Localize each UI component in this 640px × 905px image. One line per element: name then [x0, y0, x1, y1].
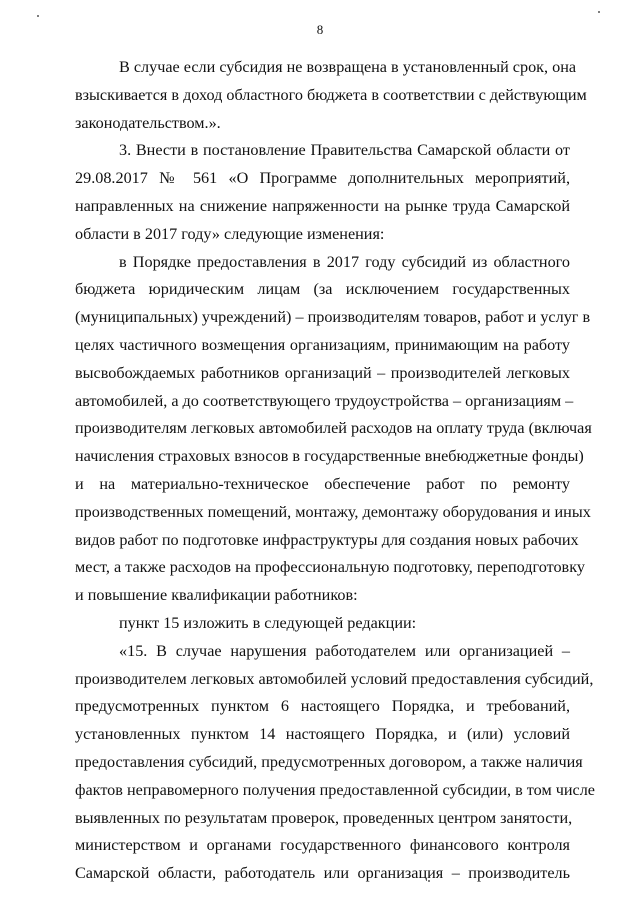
text-line: фактов неправомерного получения предоставленной субсидии, в том числе [75, 780, 595, 799]
text-line: законодательством.». [75, 113, 221, 132]
text-line: и на материально-техническое обеспечение работ по ремонту [75, 474, 570, 493]
text-line: автомобилей, а до соответствующего трудоустройства – организациям – [75, 391, 574, 410]
text-line: 29.08.2017 № 561 «О Программе дополнительных мероприятий, [75, 169, 570, 188]
text-line: целях частичного возмещения организациям, принимающим на работу [75, 335, 570, 354]
text-line: производителем легковых автомобилей условий предоставления субсидий, [75, 669, 594, 688]
text-line: «15. В случае нарушения работодателем или организацией – [119, 641, 570, 660]
text-line: и повышение квалификации работников: [75, 586, 358, 605]
text-line: В случае если субсидия не возвращена в установленный срок, она [119, 58, 577, 76]
text-line: министерством и органами государственного финансового контроля [75, 836, 570, 855]
text-line: бюджета юридическим лицам (за исключением государственных [75, 280, 570, 299]
text-line: начисления страховых взносов в государственные внебюджетные фонды) [75, 447, 584, 466]
text-line: Самарской области, работодатель или организация – производитель [75, 864, 570, 883]
text-line: выявленных по результатам проверок, проведенных центром занятости, [75, 808, 573, 827]
text-line: мест, а также расходов на профессиональную подготовку, переподготовку [75, 558, 585, 577]
page-number: 8 [316, 22, 324, 37]
text-line: области в 2017 году» следующие изменения: [75, 224, 385, 243]
text-line: предоставления субсидий, предусмотренных договором, а также наличия [75, 752, 583, 771]
text-line: видов работ по подготовке инфраструктуры для создания новых рабочих [75, 530, 579, 549]
scan-speck [37, 15, 39, 17]
scan-speck [598, 11, 600, 13]
document-body [75, 54, 595, 888]
text-line: взыскивается в доход областного бюджета в соответствии с действующим [75, 85, 587, 104]
text-line: производителям легковых автомобилей расходов на оплату труда (включая [75, 419, 592, 438]
text-line: (муниципальных) учреждений) – производителям товаров, работ и услуг в [75, 308, 591, 327]
text-line: пункт 15 изложить в следующей редакции: [119, 613, 417, 632]
text-line: в Порядке предоставления в 2017 году субсидий из областного [119, 252, 570, 271]
text-line: предусмотренных пунктом 6 настоящего Порядка, и требований, [75, 697, 570, 716]
text-line: направленных на снижение напряженности на рынке труда Самарской [75, 196, 570, 215]
text-line: производственных помещений, монтажу, демонтажу оборудования и иных [75, 502, 591, 521]
text-line: установленных пунктом 14 настоящего Порядка, и (или) условий [75, 725, 570, 744]
text-line: высвобождаемых работников организаций – производителей легковых [75, 363, 570, 382]
text-line: 3. Внести в постановление Правительства Самарской области от [119, 141, 570, 160]
